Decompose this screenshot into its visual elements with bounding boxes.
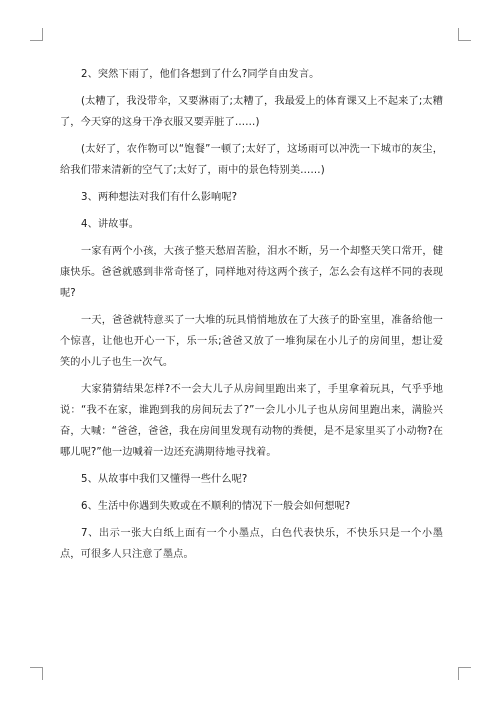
crop-mark-bottom-right: [458, 667, 471, 680]
story-paragraph-1: 一家有两个小孩，大孩子整天愁眉苦脸，泪水不断，另一个却整天笑口常开，健康快乐。爸爸就感到非常奇怪了，同样地对待这两个孩子，怎么会有这样不同的表现呢?: [60, 246, 443, 299]
step-4-heading: 4、讲故事。: [81, 219, 140, 230]
step-7-paragraph: 7、出示一张大白纸上面有一个小墨点，白色代表快乐，不快乐只是一个小墨点，可很多人只注意了墨点。: [60, 528, 443, 560]
document-body: [60, 64, 443, 571]
step-5-heading: 5、从故事中我们又懂得一些什么呢?: [81, 474, 248, 485]
negative-thoughts-paragraph: (太糟了，我没带伞，又要淋雨了;太糟了，我最爱上的体育课又上不起来了;太糟了，今天穿的这身干净衣服又要弄脏了……): [60, 96, 443, 128]
crop-mark-top-left: [30, 28, 43, 41]
step-3-heading: 3、两种想法对我们有什么影响呢?: [81, 192, 238, 203]
step-2-heading: 2、突然下雨了，他们各想到了什么?同学自由发言。: [81, 69, 320, 80]
positive-thoughts-paragraph: (太好了，农作物可以“饱餐”一顿了;太好了，这场雨可以冲洗一下城市的灰尘，给我们带来清新的空气了;太好了，雨中的景色特别美……): [60, 144, 443, 176]
story-paragraph-2: 一天，爸爸就特意买了一大堆的玩具悄悄地放在了大孩子的卧室里，准备给他一个惊喜，让他也开心一下，乐一乐;爸爸又放了一堆狗屎在小儿子的房间里，想让爱笑的小儿子也生一次气。: [60, 315, 443, 368]
crop-mark-top-right: [458, 28, 471, 41]
crop-mark-bottom-left: [30, 667, 43, 680]
story-paragraph-3: 大家猜猜结果怎样?不一会大儿子从房间里跑出来了，手里拿着玩具，气乎乎地说：“我不在家，谁跑到我的房间玩去了?”一会儿小儿子也从房间里跑出来，满脸兴奋，大喊：“爸爸，爸爸，我在房间里发现有动物的粪便，是不是家里买了小动物?在哪儿呢?”他一边喊着一边还充满期待地寻找着。: [60, 384, 443, 458]
step-6-heading: 6、生活中你遇到失败或在不顺利的情况下一般会如何想呢?: [81, 501, 351, 512]
